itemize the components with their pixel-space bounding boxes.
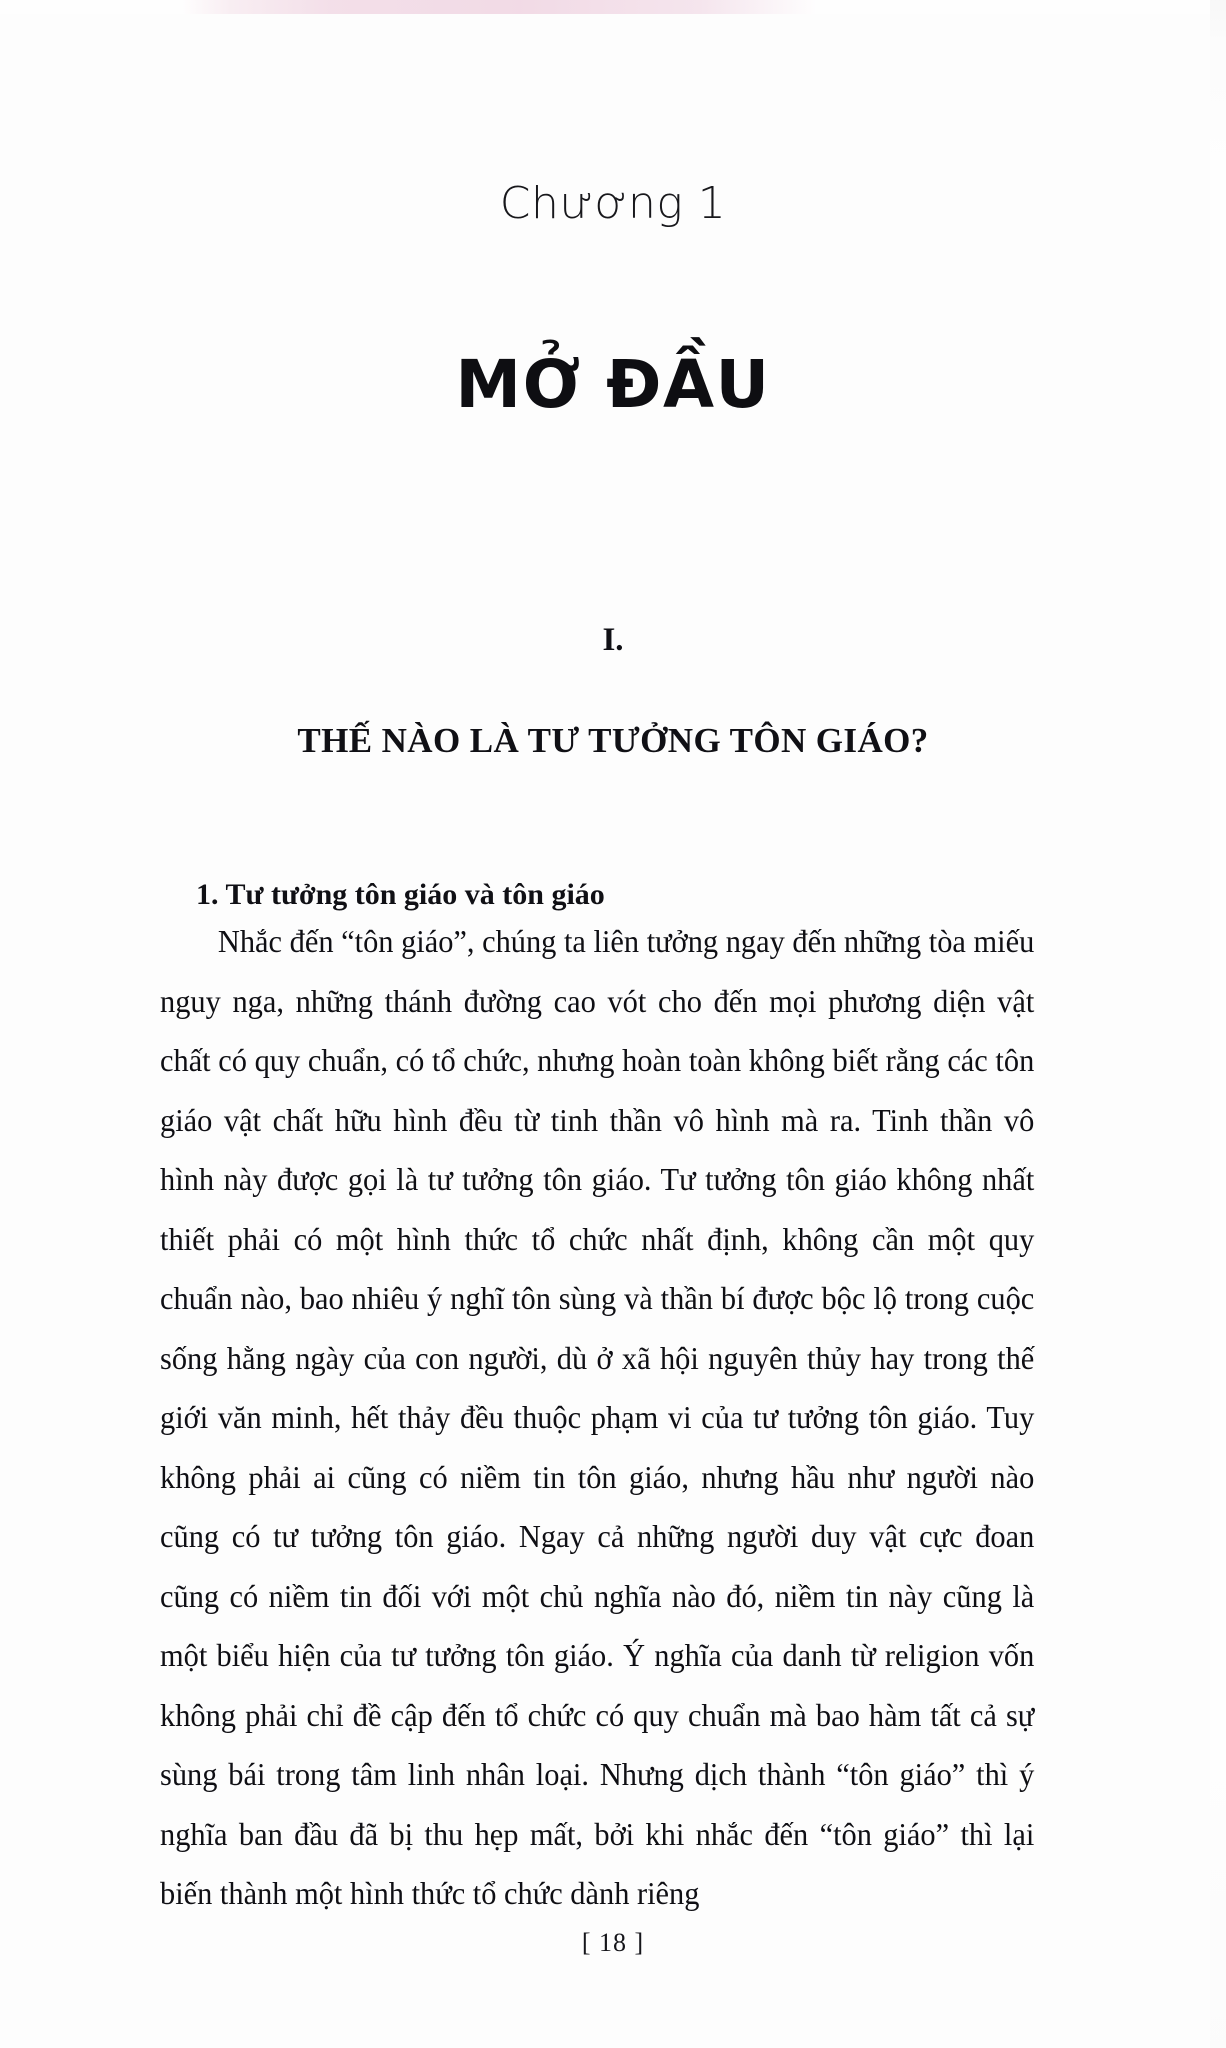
page-title: MỞ ĐẦU [455,346,771,424]
chapter-label: Chương 1 [499,178,727,229]
body-paragraph: Nhắc đến “tôn giáo”, chúng ta liên tưởng ngay đến những tòa miếu nguy nga, những thánh đường cao vót cho đến mọi phương diện vật chất có quy chuẩn, có tổ chức, nhưng hoàn toàn không biết rằng các tôn giáo vật chất hữu hình đều từ tinh thần vô hình mà ra. Tinh thần vô hình này được gọi là tư tưởng tôn giáo. Tư tưởng tôn giáo không nhất thiết phải có một hình thức tổ chức nhất định, không cần một quy chuẩn nào, bao nhiêu ý nghĩ tôn sùng và thần bí được bộc lộ trong cuộc sống hằng ngày của con người, dù ở xã hội nguyên thủy hay trong thế giới văn minh, hết thảy đều thuộc phạm vi của tư tưởng tôn giáo. Tuy không phải ai cũng có niềm tin tôn giáo, nhưng hầu như người nào cũng có tư tưởng tôn giáo. Ngay cả những người duy vật cực đoan cũng có niềm tin đối với một chủ nghĩa nào đó, niềm tin này cũng là một biểu hiện của tư tưởng tôn giáo. Ý nghĩa của danh từ religion vốn không phải chỉ đề cập đến tổ chức có quy chuẩn mà bao hàm tất cả sự sùng bái trong tâm linh nhân loại. Nhưng dịch thành “tôn giáo” thì ý nghĩa ban đầu đã bị thu hẹp mất, bởi khi nhắc đến “tôn giáo” thì lại biến thành một hình thức tổ chức dành riêng [160,924,1035,1911]
section-heading: THẾ NÀO LÀ TƯ TƯỞNG TÔN GIÁO? [297,721,929,761]
section-numeral: I. [602,622,624,658]
body-text-block [160,912,1066,1924]
subsection-heading: 1. Tư tưởng tôn giáo và tôn giáo [196,878,605,911]
page-number: [ 18 ] [581,1928,645,1957]
